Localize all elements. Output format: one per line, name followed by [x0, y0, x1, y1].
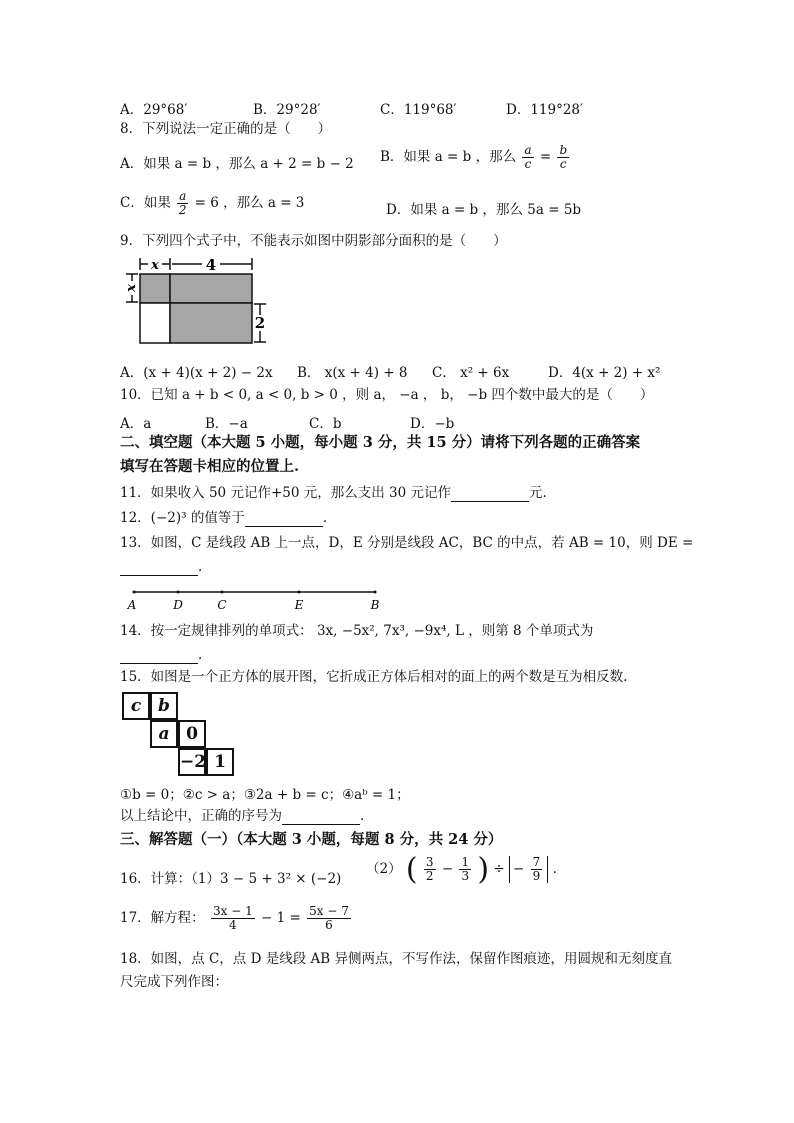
q11: 11．如果收入 50 元记作+50 元，那么支出 30 元记作 元.	[120, 485, 547, 501]
absolute-value: − $\frac{7}{9}$	[509, 856, 548, 883]
cube-face-neg2: −2	[178, 748, 206, 776]
answer-blank	[245, 512, 323, 527]
fraction: $\frac{1}{3}$	[461, 855, 470, 883]
q7-option-d: D．119°28′	[506, 102, 584, 118]
q18-stem: 18．如图，点 C，点 D 是线段 AB 异侧两点，不写作法，保留作图痕迹，用圆规和无刻度直	[120, 951, 672, 967]
q7-option-c: C．119°68′	[380, 102, 457, 118]
q15-answer: 以上结论中，正确的序号为 .	[120, 808, 365, 824]
fraction: $\frac{5x - 7}{6}$	[309, 904, 349, 932]
q9-shaded-rectangle-figure	[122, 254, 272, 349]
paren-open: (	[405, 852, 418, 887]
q13-line-segment-figure	[122, 585, 392, 615]
fraction: $\frac{3x - 1}{4}$	[212, 904, 253, 932]
q9-stem: 9．下列四个式子中，不能表示如图中阴影部分面积的是（ ）	[120, 233, 507, 249]
section-2-heading: 二、填空题（本大题 5 小题，每小题 3 分，共 15 分）请将下列各题的正确答案	[120, 434, 641, 451]
q9-option-a: A．(x + 4)(x + 2) − 2x	[120, 365, 273, 381]
q16-part2: （2） ( $\frac{3}{2}$ − $\frac{1}{3}$ ) ÷ − $\frac{7}{9}$ .	[366, 852, 557, 887]
q8-stem: 8．下列说法一定正确的是（ ）	[120, 121, 332, 137]
answer-blank	[451, 487, 529, 502]
q10-option-b: B．−a	[205, 416, 248, 432]
fig-label-x-top: x	[151, 258, 159, 273]
point-label-b: B	[370, 598, 380, 612]
q8-option-c-prefix: C．如果	[120, 195, 171, 211]
q7-option-a: A．29°68′	[120, 102, 188, 118]
q9-option-d: D．4(x + 2) + x²	[548, 365, 661, 381]
q14-answer: .	[120, 646, 202, 664]
q12: 12．(−2)³ 的值等于 .	[120, 510, 328, 526]
q10-stem: 10．已知 a + b < 0, a < 0, b > 0 ，则 a， −a ， b， −b 四个数中最大的是（ ）	[120, 387, 654, 403]
q9-option-b: B． x(x + 4) + 8	[297, 365, 408, 381]
fraction: $\frac{b}{c}$	[559, 143, 568, 171]
cube-face-c: c	[122, 692, 150, 720]
paren-close: )	[477, 852, 490, 887]
q8-option-c	[120, 190, 304, 217]
cube-face-1: 1	[206, 748, 234, 776]
q13-stem: 13．如图，C 是线段 AB 上一点，D，E 分别是线段 AC，BC 的中点，若 AB = 10，则 DE =	[120, 535, 694, 551]
point-label-d: D	[173, 598, 183, 612]
answer-blank	[282, 810, 360, 825]
cube-face-a: a	[150, 720, 178, 748]
q7-option-b: B．29°28′	[253, 102, 321, 118]
q10-option-d: D．−b	[410, 416, 455, 432]
fig-label-x-left: x	[124, 284, 139, 292]
point-label-e: E	[294, 598, 304, 612]
q8-option-c-suffix: = 6 ，那么 a = 3	[194, 195, 305, 211]
point-label-a: A	[127, 598, 137, 612]
answer-blank	[120, 561, 198, 576]
q8-option-b-prefix: B．如果 a = b ，那么	[380, 149, 517, 165]
q14-stem: 14．按一定规律排列的单项式： 3x, −5x², 7x³, −9x⁴, L ，则第 8 个单项式为	[120, 623, 594, 639]
section-2-heading-cont: 填写在答题卡相应的位置上.	[120, 458, 300, 475]
cube-face-b: b	[150, 692, 178, 720]
q13-answer: .	[120, 558, 202, 576]
point-label-c: C	[217, 598, 227, 612]
fig-label-4: 4	[205, 256, 217, 274]
fraction: $\frac{a}{2}$	[178, 189, 187, 217]
fraction: $\frac{7}{9}$	[532, 855, 541, 883]
cube-face-0: 0	[178, 720, 206, 748]
q8-option-d: D．如果 a = b ，那么 5a = 5b	[386, 202, 582, 218]
answer-blank	[120, 649, 198, 664]
section-3-heading: 三、解答题（一）（本大题 3 小题，每题 8 分，共 24 分）	[120, 831, 503, 848]
q9-option-c: C． x² + 6x	[432, 365, 510, 381]
q15-stem: 15．如图是一个正方体的展开图，它折成正方体后相对的面上的两个数是互为相反数.	[120, 669, 628, 685]
fraction: $\frac{3}{2}$	[425, 855, 434, 883]
q10-option-a: A．a	[120, 416, 152, 432]
q15-statements: ①b = 0；②c > a；③2a + b = c；④aᵇ = 1；	[120, 787, 410, 803]
q10-option-c: C．b	[309, 416, 342, 432]
q16-part1: 16．计算：（1）3 − 5 + 3² × (−2)	[120, 871, 342, 887]
fraction: $\frac{a}{c}$	[524, 143, 532, 171]
q17: 17．解方程： $\frac{3x - 1}{4}$ − 1 = $\frac{5x - 7}{6}$	[120, 904, 349, 932]
q8-option-b: B．如果 a = b ，那么 $\frac{a}{c}$ = $\frac{b}{c}$	[380, 143, 568, 171]
q18-stem-cont: 尺完成下列作图：	[120, 974, 228, 990]
q8-option-a: A．如果 a = b ，那么 a + 2 = b − 2	[120, 156, 354, 172]
fig-label-2: 2	[254, 314, 266, 332]
